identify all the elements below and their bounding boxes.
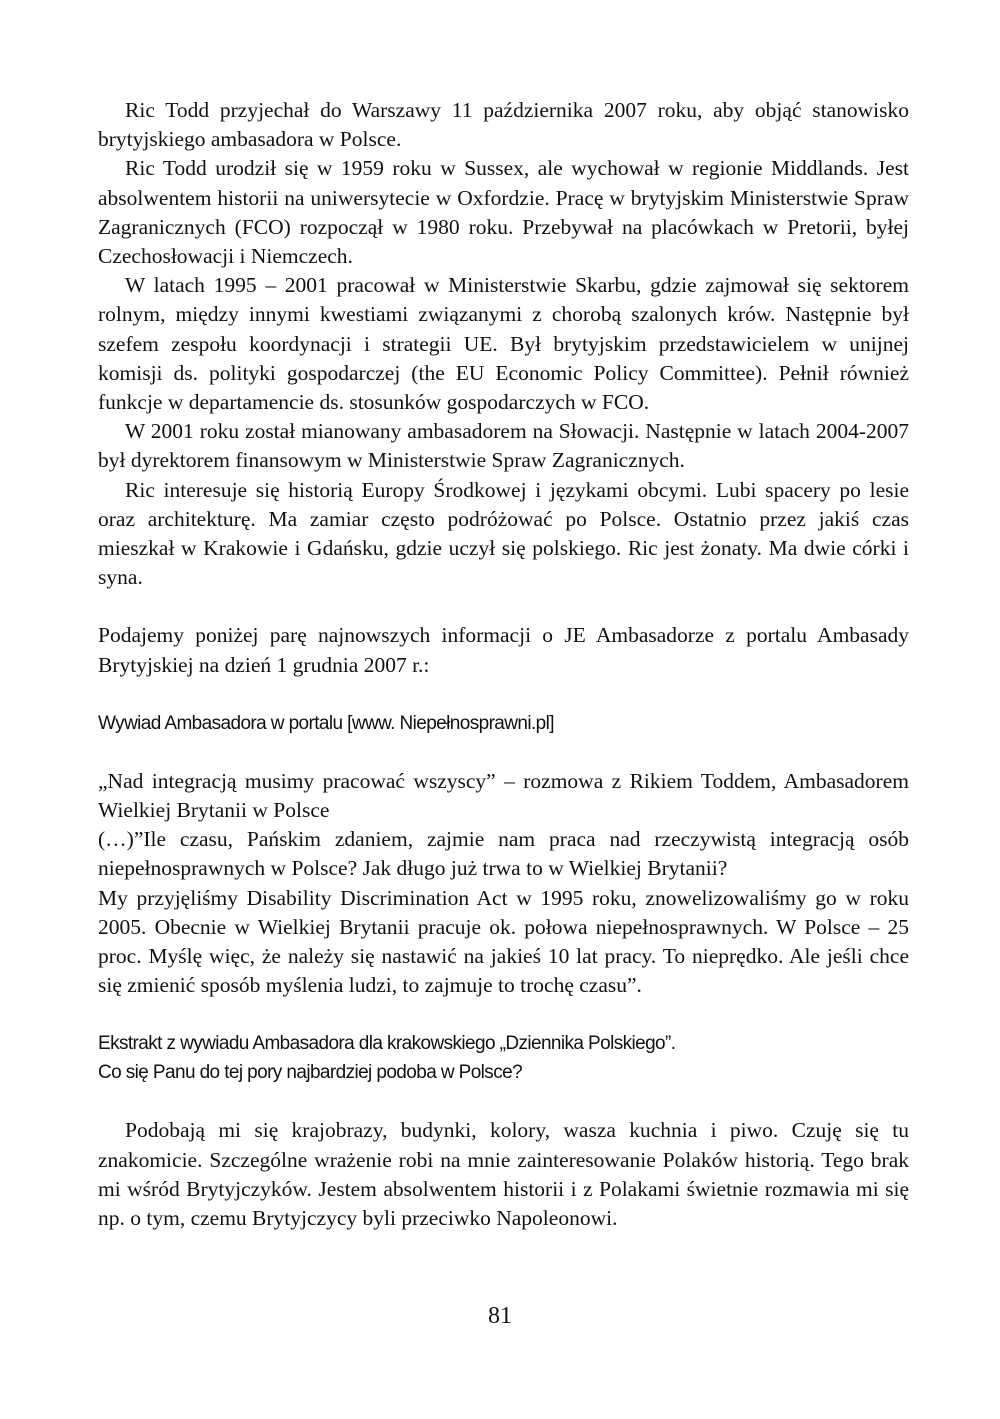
bio-paragraph: Ric interesuje się historią Europy Środkowej i językami obcymi. Lubi spacery po lesie oraz architekturę. Ma zamiar często podróżować po Polsce. Ostatnio przez jakiś czas mieszkał w Krakowie i Gdańsku, gdzie uczył się polskiego. Ric jest żonaty. Ma dwie córki i syna. bbox=[98, 477, 909, 590]
interview2-question: Co się Panu do tej pory najbardziej podoba w Polsce? bbox=[98, 1062, 523, 1084]
spacer bbox=[98, 1087, 909, 1116]
intro-paragraph: Podajemy poniżej parę najnowszych informacji o JE Ambasadorze z portalu Ambasady Brytyjskiej na dzień 1 grudnia 2007 r.: bbox=[98, 623, 909, 677]
interview1-answer: My przyjęliśmy Disability Discrimination Act w 1995 roku, znowelizowaliśmy go w roku 2005. Obecnie w Wielkiej Brytanii pracuje ok. połowa niepełnosprawnych. W Polsce – 25 proc. Myślę więc, że należy się nastawić na jakieś 10 lat pracy. To nieprędko. Ale jeśli chce się zmienić sposób myślenia ludzi, to zajmuje to trochę czasu”. bbox=[98, 885, 909, 998]
interview1-heading: Wywiad Ambasadora w portalu [www. Niepełnosprawni.pl] bbox=[98, 712, 554, 734]
interview1-title: „Nad integracją musimy pracować wszyscy” – rozmowa z Rikiem Toddem, Ambasadorem Wielkiej Brytanii w Polsce bbox=[98, 768, 909, 823]
bio-paragraph: Ric Todd przyjechał do Warszawy 11 października 2007 roku, aby objąć stanowisko brytyjskiego ambasadora w Polsce. bbox=[98, 98, 909, 152]
bio-paragraph: Ric Todd urodził się w 1959 roku w Sussex, ale wychował w regionie Middlands. Jest absolwentem historii na uniwersytecie w Oxfordzie. Pracę w brytyjskim Ministerstwie Spraw Zagranicznych (FCO) rozpoczął w 1980 roku. Przebywał na placówkach w Pretorii, byłej Czechosłowacji i Niemczech. bbox=[98, 156, 909, 269]
page-number: 81 bbox=[488, 1303, 512, 1329]
spacer bbox=[98, 592, 909, 621]
interview1-question: (…)”Ile czasu, Pańskim zdaniem, zajmie nam praca nad rzeczywistą integracją osób niepełnosprawnych w Polsce? Jak długo już trwa to w Wielkiej Brytanii? bbox=[98, 827, 909, 881]
page-body bbox=[98, 96, 909, 1233]
interview2-heading: Ekstrakt z wywiadu Ambasadora dla krakowskiego „Dziennika Polskiego”. bbox=[98, 1033, 676, 1055]
spacer bbox=[98, 738, 909, 767]
bio-paragraph: W 2001 roku został mianowany ambasadorem na Słowacji. Następnie w latach 2004-2007 był dyrektorem finansowym w Ministerstwie Spraw Zagranicznych. bbox=[98, 419, 909, 473]
spacer bbox=[98, 680, 909, 709]
bio-paragraph: W latach 1995 – 2001 pracował w Ministerstwie Skarbu, gdzie zajmował się sektorem rolnym, między innymi kwestiami związanymi z chorobą szalonych krów. Następnie był szefem zespołu koordynacji i strategii UE. Był brytyjskim przedstawicielem w unijnej komisji ds. polityki gospodarczej (the EU Economic Policy Committee). Pełnił również funkcje w departamencie ds. stosunków gospodarczych w FCO. bbox=[98, 273, 909, 415]
spacer bbox=[98, 1000, 909, 1029]
interview2-answer: Podobają mi się krajobrazy, budynki, kolory, wasza kuchnia i piwo. Czuję się tu znakomicie. Szczególne wrażenie robi na mnie zainteresowanie Polaków historią. Tego brak mi wśród Brytyjczyków. Jestem absolwentem historii i z Polakami świetnie rozmawia mi się np. o tym, czemu Brytyjczycy byli przeciwko Napoleonowi. bbox=[98, 1118, 909, 1231]
